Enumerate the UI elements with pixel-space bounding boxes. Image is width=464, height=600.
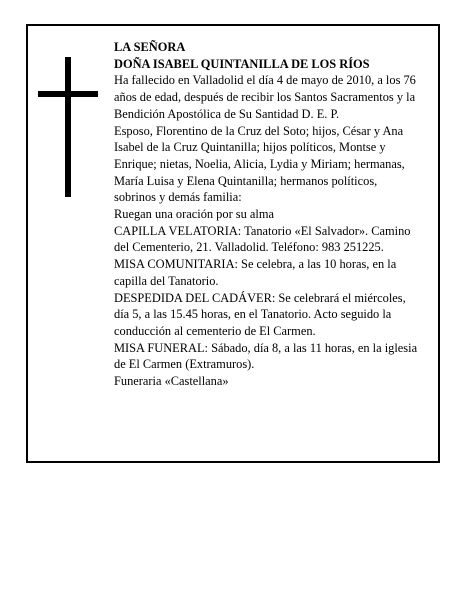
notice-title: LA SEÑORA [114,40,186,54]
latin-cross-icon [38,57,100,197]
prayer-request: Ruegan una oración por su alma [114,207,274,222]
death-announcement: Ha fallecido en Valladolid el día 4 de mayo de 2010, a los 76 años de edad, después de recibir los Santos Sacramentos y la Bendición Apostólica de Su Santidad D. E. P. [114,73,416,121]
deceased-name: DOÑA ISABEL QUINTANILLA DE LOS RÍOS [114,56,370,71]
farewell-info: DESPEDIDA DEL CADÁVER: Se celebrará el miércoles, día 5, a las 15.45 horas, en el Tanatorio. Acto seguido la conducción al cementerio de El Carmen. [114,290,406,338]
family-list: Esposo, Florentino de la Cruz del Soto; hijos, César y Ana Isabel de la Cruz Quintanilla; hijos políticos, Montse y Enrique; nietas, Noelia, Alicia, Lydia y Miriam; hermanas, María Luisa y Elena Quintanilla; hermanos políticos, sobrinos y demás familia: [114,123,405,205]
funeral-home: Funeraria «Castellana» [114,374,229,389]
funeral-mass-info: MISA FUNERAL: Sábado, día 8, a las 11 horas, en la iglesia de El Carmen (Extramuros). [114,340,418,372]
community-mass-info: MISA COMUNITARIA: Se celebra, a las 10 horas, en la capilla del Tanatorio. [114,257,397,288]
wake-chapel-info: CAPILLA VELATORIA: Tanatorio «El Salvador». Camino del Cementerio, 21. Valladolid. Teléfono: 983 251225. [114,223,411,255]
obituary-notice [26,24,440,463]
obituary-text [114,39,419,390]
